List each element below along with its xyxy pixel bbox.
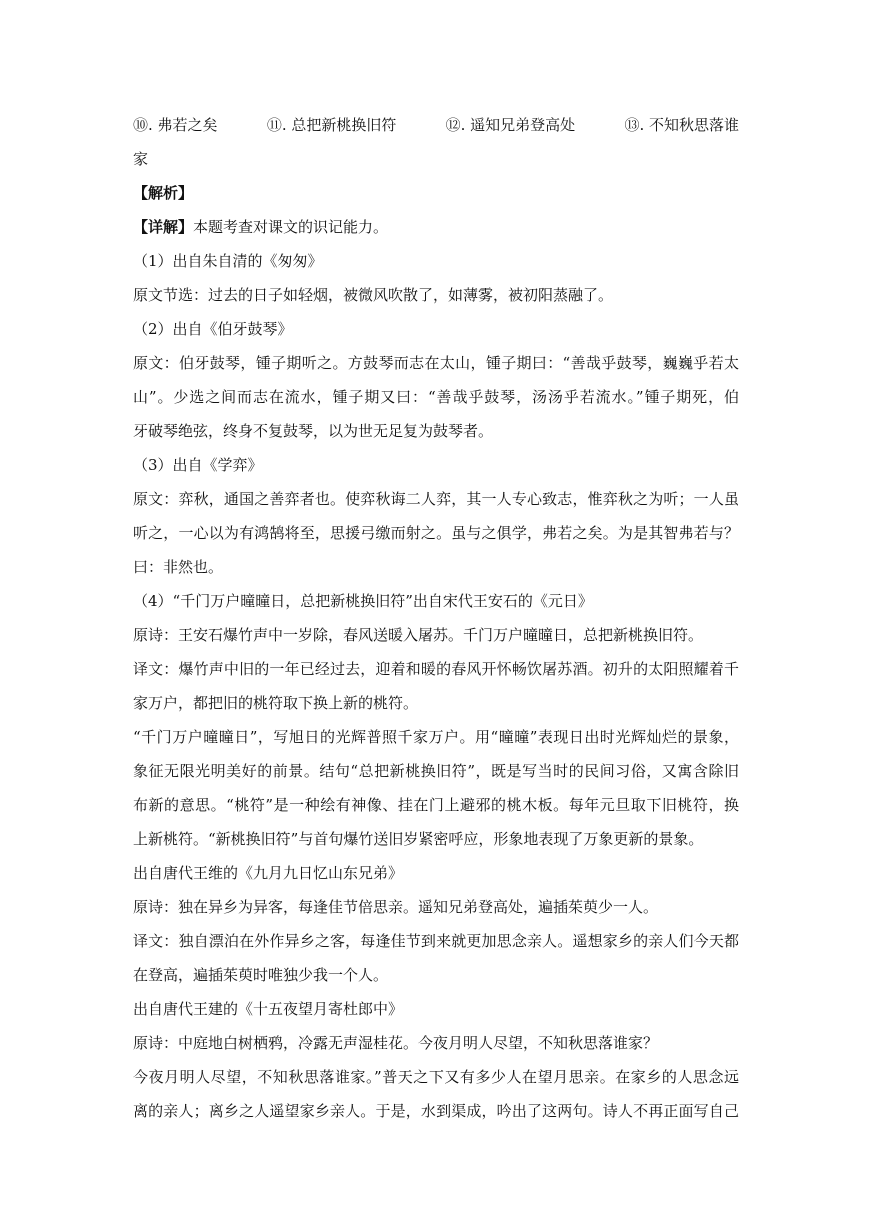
text-line: 原文节选：过去的日子如轻烟，被微风吹散了，如薄雾，被初阳蒸融了。	[133, 286, 614, 304]
text-line: 原诗：中庭地白树栖鸦，冷露无声湿桂花。今夜月明人尽望，不知秋思落谁家？	[133, 1034, 659, 1052]
text-line: 原诗：王安石爆竹声中一岁除，春风送暖入屠苏。千门万户曈曈日，总把新桃换旧符。	[133, 626, 704, 644]
text-line: 原诗：独在异乡为异客，每逢佳节倍思亲。遥知兄弟登高处，遍插茱萸少一人。	[133, 898, 659, 916]
text-line: “千门万户曈曈日”，写旭日的光辉普照千家万户。用“曈曈”表现日出时光辉灿烂的景象，	[133, 728, 739, 746]
document-body	[133, 108, 739, 1128]
answer-row	[133, 108, 739, 142]
answer-10: ⑩. 弗若之矣	[133, 116, 218, 134]
text-line: 布新的意思。“桃符”是一种绘有神像、挂在门上避邪的桃木板。每年元旦取下旧桃符，换	[133, 796, 739, 814]
text-line: （3）出自《学弈》	[133, 456, 263, 474]
answer-wrap-line: 家	[133, 150, 149, 168]
text-line: 今夜月明人尽望，不知秋思落谁家。”普天之下又有多少人在望月思亲。在家乡的人思念远	[133, 1068, 739, 1086]
text-line: 家万户，都把旧的桃符取下换上新的桃符。	[133, 694, 419, 712]
text-line: 原文：伯牙鼓琴，锺子期听之。方鼓琴而志在太山，锺子期曰：“善哉乎鼓琴，巍巍乎若太	[133, 354, 739, 372]
text-line: 译文：独自漂泊在外作异乡之客，每逢佳节到来就更加思念亲人。遥想家乡的亲人们今天都	[133, 932, 739, 950]
detail-text: 本题考查对课文的识记能力。	[193, 218, 389, 236]
text-line: 原文：弈秋，通国之善弈者也。使弈秋诲二人弈，其一人专心致志，惟弈秋之为听；一人虽	[133, 490, 739, 508]
text-line: （4）“千门万户曈曈日，总把新桃换旧符”出自宋代王安石的《元日》	[133, 592, 593, 610]
text-line: 上新桃符。“新桃换旧符”与首句爆竹送旧岁紧密呼应，形象地表现了万象更新的景象。	[133, 830, 704, 848]
answer-12: ⑫. 遥知兄弟登高处	[445, 116, 576, 134]
text-line: 象征无限光明美好的前景。结句“总把新桃换旧符”，既是写当时的民间习俗，又寓含除旧	[133, 762, 739, 780]
text-line: 出自唐代王建的《十五夜望月寄杜郎中》	[133, 1000, 404, 1018]
text-line: 听之，一心以为有鸿鹄将至，思援弓缴而射之。虽与之俱学，弗若之矣。为是其智弗若与？	[133, 524, 739, 542]
text-line: 牙破琴绝弦，终身不复鼓琴，以为世无足复为鼓琴者。	[133, 422, 494, 440]
text-line: 山”。少选之间而志在流水，锺子期又曰：“善哉乎鼓琴，汤汤乎若流水。”锺子期死，伯	[133, 388, 739, 406]
detail-label: 【详解】	[133, 218, 194, 236]
text-line: 译文：爆竹声中旧的一年已经过去，迎着和暖的春风开怀畅饮屠苏酒。初升的太阳照耀着千	[133, 660, 739, 678]
analysis-heading: 【解析】	[133, 184, 194, 202]
text-line: （2）出自《伯牙鼓琴》	[133, 320, 293, 338]
detail-paragraph	[133, 210, 739, 244]
text-line: 离的亲人；离乡之人遥望家乡亲人。于是，水到渠成，吟出了这两句。诗人不再正面写自己	[133, 1102, 739, 1120]
text-line: 出自唐代王维的《九月九日忆山东兄弟》	[133, 864, 404, 882]
text-line: （1）出自朱自清的《匆匆》	[133, 252, 323, 270]
text-line: 在登高，遍插茱萸时唯独少我一个人。	[133, 966, 389, 984]
answer-13: ⑬. 不知秋思落谁	[624, 116, 739, 134]
answer-11: ⑪. 总把新桃换旧符	[266, 116, 397, 134]
text-line: 曰：非然也。	[133, 558, 224, 576]
